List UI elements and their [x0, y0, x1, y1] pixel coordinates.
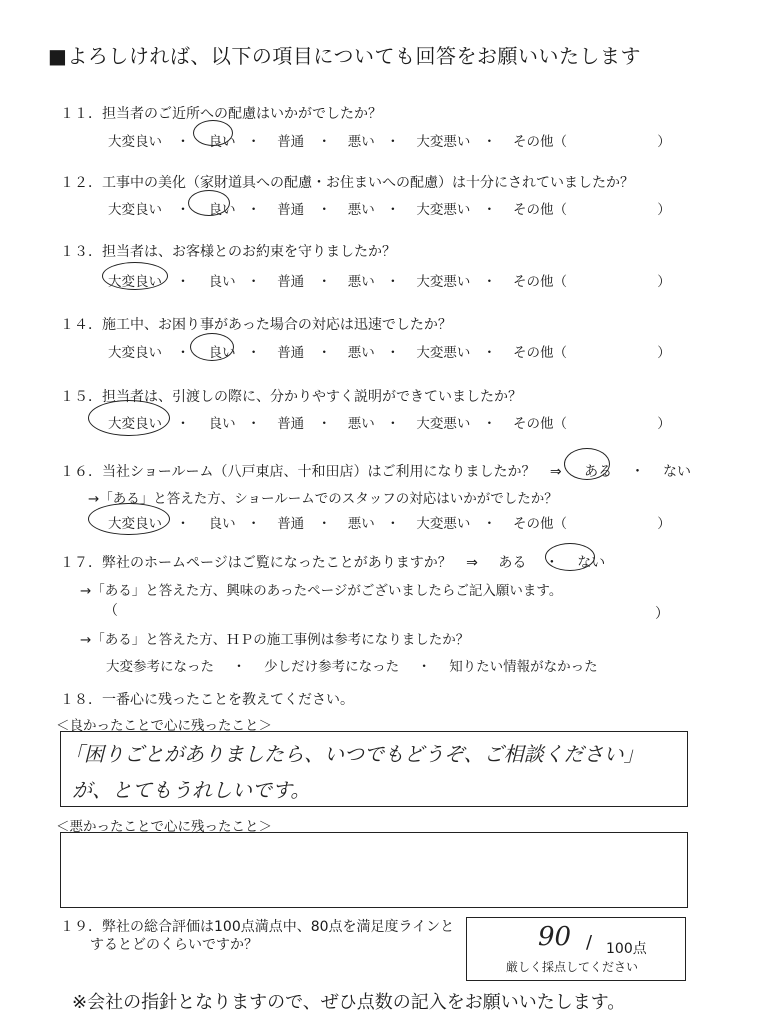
- opt-very-good[interactable]: 大変良い: [108, 345, 162, 361]
- opt-very-good[interactable]: 大変良い: [108, 516, 162, 532]
- question-17: [60, 552, 605, 572]
- sep: ・: [482, 516, 497, 532]
- question-18: １８．一番心に残ったことを教えてください。: [60, 692, 354, 708]
- sep: ・: [386, 274, 400, 290]
- opt-good[interactable]: 良い: [208, 134, 236, 150]
- footer-note: ※会社の指針となりますので、ぜひ点数の記入をお願いいたします。: [72, 992, 626, 1013]
- opt-average[interactable]: 普通: [277, 416, 305, 432]
- opt-good[interactable]: 良い: [208, 202, 236, 218]
- opt-very-bad[interactable]: 大変悪い: [416, 345, 471, 361]
- opt-somewhat-helpful[interactable]: 少しだけ参考になった: [264, 659, 400, 675]
- opt-bad[interactable]: 悪い: [347, 202, 375, 218]
- opt-very-good[interactable]: 大変良い: [108, 274, 162, 290]
- q11-answer-circle: [193, 120, 233, 146]
- sep: ・: [544, 555, 559, 571]
- question-19-line1: １９．弊社の総合評価は100点満点中、80点を満足度ラインと: [60, 919, 455, 935]
- sep: ・: [246, 134, 261, 150]
- q15-options: [108, 412, 671, 432]
- sep: ・: [246, 345, 261, 361]
- q17-text: １７．弊社のホームページはご覧になったことがありますか？: [60, 555, 452, 571]
- q16-sub-answer-circle: [88, 503, 170, 535]
- sep: ・: [317, 516, 331, 532]
- opt-other[interactable]: その他（: [512, 416, 567, 432]
- sep: ・: [176, 345, 190, 361]
- opt-very-good[interactable]: 大変良い: [108, 134, 162, 150]
- opt-other[interactable]: その他（: [512, 274, 567, 290]
- sep: ・: [317, 134, 331, 150]
- q14-answer-circle: [190, 333, 234, 361]
- sep: ・: [246, 516, 261, 532]
- opt-average[interactable]: 普通: [277, 516, 305, 532]
- q13-answer-circle: [102, 262, 168, 290]
- opt-good[interactable]: 良い: [208, 274, 236, 290]
- sep: ・: [246, 274, 261, 290]
- q17-options: [106, 655, 598, 675]
- sep: ・: [386, 202, 400, 218]
- opt-good[interactable]: 良い: [208, 516, 236, 532]
- opt-other[interactable]: その他（: [512, 134, 567, 150]
- opt-average[interactable]: 普通: [277, 345, 305, 361]
- sep: ・: [232, 659, 246, 675]
- opt-bad[interactable]: 悪い: [347, 134, 375, 150]
- sep: ・: [317, 345, 331, 361]
- sep: ・: [317, 202, 331, 218]
- sep: ・: [386, 516, 400, 532]
- opt-bad[interactable]: 悪い: [347, 345, 375, 361]
- q18-bad-label: ＜悪かったことで心に残ったこと＞: [56, 819, 272, 835]
- opt-good[interactable]: 良い: [208, 345, 236, 361]
- sep: ・: [482, 202, 497, 218]
- q18-bad-box[interactable]: [60, 832, 688, 908]
- sep: ・: [630, 464, 645, 480]
- paren-close: ）: [657, 345, 671, 361]
- sep: ・: [482, 274, 497, 290]
- sep: ・: [176, 134, 190, 150]
- page-title: ■よろしければ、以下の項目についても回答をお願いいたします: [48, 44, 641, 68]
- q17-answer-circle: [545, 543, 595, 571]
- sep: ・: [176, 516, 190, 532]
- opt-very-bad[interactable]: 大変悪い: [416, 516, 471, 532]
- opt-average[interactable]: 普通: [277, 274, 305, 290]
- q19-max: 100点: [606, 941, 647, 957]
- opt-no-info[interactable]: 知りたい情報がなかった: [449, 659, 598, 675]
- q12-answer-circle: [188, 190, 230, 216]
- opt-good[interactable]: 良い: [208, 416, 236, 432]
- q17-no[interactable]: ない: [577, 555, 606, 571]
- sep: ・: [246, 416, 261, 432]
- q16-text: １６．当社ショールーム（八戸東店、十和田店）はご利用になりましたか？: [60, 464, 536, 480]
- sep: ・: [482, 416, 497, 432]
- q17-close-paren: ）: [655, 606, 669, 622]
- q18-good-label: ＜良かったことで心に残ったこと＞: [56, 718, 272, 734]
- sep: ・: [176, 274, 190, 290]
- q16-sub: →「ある」と答えた方、ショールームでのスタッフの対応はいかがでしたか？: [88, 491, 558, 507]
- sep: ・: [417, 659, 431, 675]
- opt-average[interactable]: 普通: [277, 202, 305, 218]
- question-14: １４．施工中、お困り事があった場合の対応は迅速でしたか？: [60, 317, 452, 333]
- paren-close: ）: [657, 416, 671, 432]
- question-12: １２．工事中の美化（家財道具への配慮・お住まいへの配慮）は十分にされていましたか？: [60, 175, 634, 191]
- sep: ・: [246, 202, 261, 218]
- sep: ・: [386, 345, 400, 361]
- q17-yes[interactable]: ある: [498, 555, 527, 571]
- q17-sub2: →「ある」と答えた方、ＨＰの施工事例は参考になりましたか？: [80, 632, 470, 648]
- opt-other[interactable]: その他（: [512, 516, 567, 532]
- sep: ・: [386, 134, 400, 150]
- q19-note: 厳しく採点してください: [506, 960, 639, 974]
- arrow-icon: ⇒: [549, 464, 562, 480]
- opt-bad[interactable]: 悪い: [347, 416, 375, 432]
- paren-close: ）: [657, 516, 671, 532]
- q16-sub-options: [108, 512, 671, 532]
- question-11: １１．担当者のご近所への配慮はいかがでしたか？: [60, 106, 382, 122]
- q19-slash: /: [586, 932, 593, 953]
- q18-good-line1: 「困りごとがありましたら、いつでもどうぞ、ご相談ください」: [64, 742, 644, 766]
- q16-answer-circle: [564, 448, 613, 480]
- sep: ・: [317, 416, 331, 432]
- opt-very-bad[interactable]: 大変悪い: [416, 416, 471, 432]
- sep: ・: [482, 345, 497, 361]
- question-19-line2: するとどのくらいですか？: [90, 937, 258, 953]
- opt-very-good[interactable]: 大変良い: [108, 416, 162, 432]
- q19-score: 90: [538, 922, 572, 952]
- q16-no[interactable]: ない: [663, 464, 691, 480]
- opt-other[interactable]: その他（: [512, 345, 567, 361]
- question-15: １５．担当者は、引渡しの際に、分かりやすく説明ができていましたか？: [60, 389, 522, 405]
- opt-very-bad[interactable]: 大変悪い: [416, 202, 471, 218]
- sep: ・: [317, 274, 331, 290]
- q15-answer-circle: [88, 400, 170, 436]
- opt-very-helpful[interactable]: 大変参考になった: [106, 659, 214, 675]
- q13-options: [108, 270, 671, 290]
- question-13: １３．担当者は、お客様とのお約束を守りましたか？: [60, 244, 396, 260]
- paren-close: ）: [657, 134, 671, 150]
- q18-good-line2: が、とてもうれしいです。: [72, 778, 311, 802]
- opt-very-bad[interactable]: 大変悪い: [416, 274, 471, 290]
- opt-very-bad[interactable]: 大変悪い: [416, 134, 471, 150]
- opt-bad[interactable]: 悪い: [347, 516, 375, 532]
- opt-other[interactable]: その他（: [512, 202, 567, 218]
- paren-close: ）: [657, 274, 671, 290]
- opt-bad[interactable]: 悪い: [347, 274, 375, 290]
- sep: ・: [482, 134, 497, 150]
- sep: ・: [176, 202, 190, 218]
- opt-very-good[interactable]: 大変良い: [108, 202, 162, 218]
- sep: ・: [176, 416, 190, 432]
- q16-yes[interactable]: ある: [584, 464, 613, 480]
- paren-close: ）: [657, 202, 671, 218]
- sep: ・: [386, 416, 400, 432]
- opt-average[interactable]: 普通: [277, 134, 305, 150]
- q17-sub1: →「ある」と答えた方、興味のあったページがございましたらご記入願います。: [80, 583, 563, 599]
- q17-open-paren: （: [104, 603, 118, 619]
- arrow-icon: ⇒: [466, 555, 478, 571]
